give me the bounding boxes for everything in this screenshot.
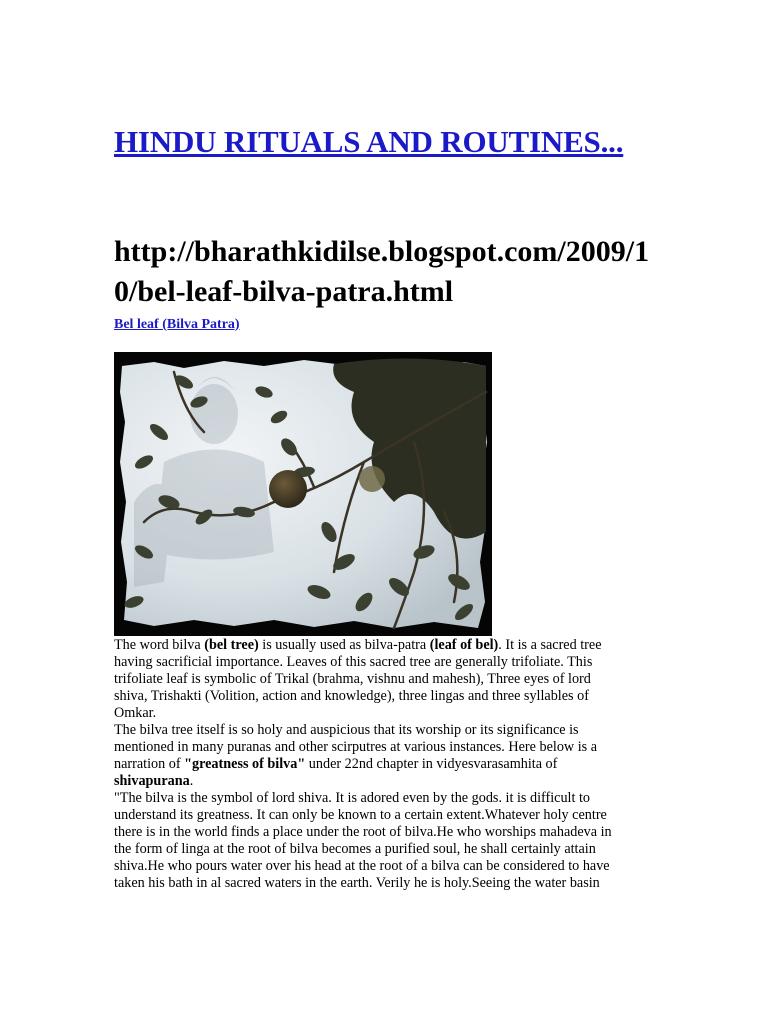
bold-term-bel-tree: (bel tree): [204, 637, 259, 653]
paragraph-2-line-2: mentioned in many puranas and other scirputres at various instances. Here below is a: [114, 739, 598, 755]
paragraph-2-line-4: [114, 773, 642, 790]
paragraph-3-line-2: understand its greatness. It can only be known to a certain extent.Whatever holy centre: [114, 807, 607, 823]
paragraph-1-line-2: having sacrificial importance. Leaves of this sacred tree are generally trifoliate. This: [114, 654, 593, 670]
paragraph-3-line-5: shiva.He who pours water over his head at the root of a bilva can be considered to have: [114, 858, 610, 874]
bold-term-leaf-of-bel: (leaf of bel): [429, 637, 499, 653]
article-body: [114, 637, 642, 892]
paragraph-1-line-1: [114, 637, 642, 654]
paragraph-3-line-6: taken his bath in al sacred waters in the earth. Verily he is holy.Seeing the water basin: [114, 875, 600, 891]
text-run: narration of: [114, 756, 185, 772]
bold-term-greatness-of-bilva: "greatness of bilva": [184, 756, 306, 772]
paragraph-2-line-3: [114, 756, 642, 773]
source-url-heading: [114, 232, 674, 312]
paragraph-1-line-4: shiva, Trishakti (Volition, action and knowledge), three lingas and three syllables of: [114, 688, 589, 704]
source-url-line-2: 0/bel-leaf-bilva-patra.html: [114, 275, 454, 308]
paragraph-2-line-1: The bilva tree itself is so holy and auspicious that its worship or its significance is: [114, 722, 579, 738]
text-run: .: [189, 773, 194, 789]
bel-leaf-link[interactable]: Bel leaf (Bilva Patra): [114, 317, 240, 332]
bilva-tree-photo: [114, 352, 492, 636]
paragraph-3-line-3: there is in the world finds a place under the root of bilva.He who worships mahadeva in: [114, 824, 612, 840]
paragraph-1-line-5: Omkar.: [114, 705, 157, 721]
text-run: . It is a sacred tree: [498, 637, 602, 653]
document-title-link[interactable]: HINDU RITUALS AND ROUTINES...: [114, 124, 624, 159]
source-url-line-1: http://bharathkidilse.blogspot.com/2009/1: [114, 235, 650, 268]
text-run: The word bilva: [114, 637, 205, 653]
paragraph-1-line-3: trifoliate leaf is symbolic of Trikal (brahma, vishnu and mahesh), Three eyes of lord: [114, 671, 591, 687]
paragraph-3-line-4: the form of linga at the root of bilva becomes a purified soul, he shall certainly attain: [114, 841, 596, 857]
text-run: is usually used as bilva-patra: [258, 637, 430, 653]
paragraph-3-line-1: "The bilva is the symbol of lord shiva. It is adored even by the gods. it is difficult to: [114, 790, 591, 806]
text-run: under 22nd chapter in vidyesvarasamhita of: [305, 756, 558, 772]
bold-term-shivapurana: shivapurana: [114, 773, 190, 789]
